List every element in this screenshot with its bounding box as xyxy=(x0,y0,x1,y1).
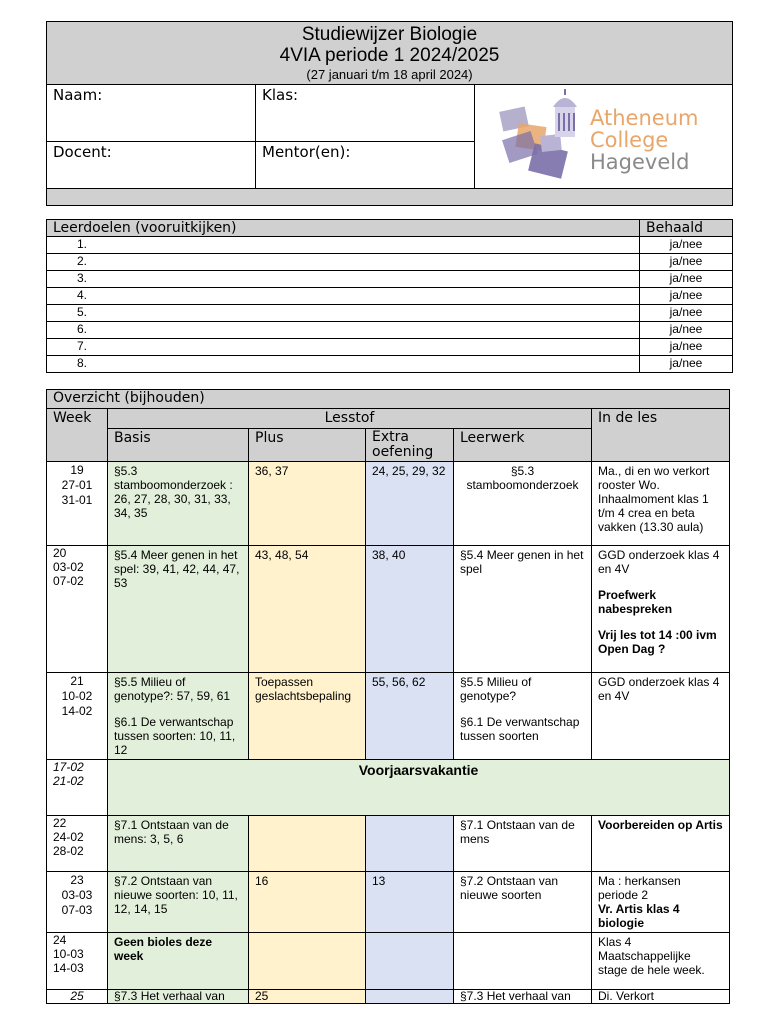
leerwerk-cell: §5.4 Meer genen in het spel xyxy=(454,546,592,673)
basis-text: §5.5 Milieu of genotype?: 57, 59, 61 xyxy=(114,675,231,703)
week-cell xyxy=(47,933,108,990)
table-row xyxy=(47,760,730,816)
extra-cell xyxy=(366,816,454,872)
leerwerk-text: §5.5 Milieu of genotype? xyxy=(460,675,532,703)
docent-field xyxy=(47,142,256,189)
overview-title: Overzicht (bijhouden) xyxy=(47,390,730,409)
leerwerk-cell: §7.2 Ontstaan van nieuwe soorten xyxy=(454,872,592,933)
logo-text-1: Atheneum xyxy=(590,106,699,130)
in-de-les-cell xyxy=(592,872,730,933)
in-de-les-cell: Klas 4 Maatschappelijke stage de hele week. xyxy=(592,933,730,990)
week-cell xyxy=(47,462,108,546)
week-number: 23 xyxy=(70,873,84,887)
goal-number: 5. xyxy=(47,305,640,322)
goal-number: 4. xyxy=(47,288,640,305)
col-lesstof-header: Lesstof xyxy=(108,409,592,429)
header-table xyxy=(46,21,733,206)
col-plus-header: Plus xyxy=(249,429,366,462)
basis-cell xyxy=(108,673,249,760)
header-bottom-bar xyxy=(47,189,733,206)
table-row xyxy=(47,546,730,673)
leerwerk-cell: §7.3 Het verhaal van xyxy=(454,990,592,1004)
week-number: 21 xyxy=(70,674,84,688)
plus-cell: 43, 48, 54 xyxy=(249,546,366,673)
extra-cell: 13 xyxy=(366,872,454,933)
basis-text: §6.1 De verwantschap tussen soorten: 10, 11, 12 xyxy=(114,715,236,757)
basis-cell: §7.2 Ontstaan van nieuwe soorten: 10, 11, 12, 14, 15 xyxy=(108,872,249,933)
plus-cell: Toepassen geslachtsbepaling xyxy=(249,673,366,760)
week-cell xyxy=(47,673,108,760)
plus-cell xyxy=(249,933,366,990)
week-from: 10-02 xyxy=(61,689,93,703)
week-number: 19 xyxy=(70,463,84,477)
table-row xyxy=(47,872,730,933)
plus-cell: 36, 37 xyxy=(249,462,366,546)
goal-number: 1. xyxy=(47,237,640,254)
week-to: 14-02 xyxy=(61,704,93,718)
leerwerk-text: §6.1 De verwantschap tussen soorten xyxy=(460,715,580,743)
naam-field xyxy=(47,85,256,142)
page-subtitle: 4VIA periode 1 2024/2025 xyxy=(279,45,500,66)
plus-cell: 25 xyxy=(249,990,366,1004)
goal-status: ja/nee xyxy=(640,305,733,322)
klas-field xyxy=(256,85,475,142)
logo-text-3: Hageveld xyxy=(590,150,690,174)
table-row xyxy=(47,462,730,546)
basis-cell: §7.1 Ontstaan van de mens: 3, 5, 6 xyxy=(108,816,249,872)
goal-status: ja/nee xyxy=(640,356,733,373)
table-row xyxy=(47,673,730,760)
goal-status: ja/nee xyxy=(640,271,733,288)
in-de-les-cell xyxy=(592,546,730,673)
week-cell xyxy=(47,816,108,872)
page-title: Studiewijzer Biologie xyxy=(301,24,478,45)
extra-cell: 38, 40 xyxy=(366,546,454,673)
week-to: 07-02 xyxy=(53,574,84,588)
les-note: GGD onderzoek klas 4 en 4V xyxy=(598,548,720,576)
leerwerk-cell xyxy=(454,673,592,760)
week-from: 03-02 xyxy=(53,560,84,574)
table-row xyxy=(47,816,730,872)
logo-text-2: College xyxy=(590,128,669,152)
klas-label: Klas: xyxy=(262,86,299,104)
table-row xyxy=(47,990,730,1004)
mentor-field xyxy=(256,142,475,189)
table-row xyxy=(47,933,730,990)
naam-label: Naam: xyxy=(53,86,103,104)
week-number: 22 xyxy=(53,816,67,830)
goal-status: ja/nee xyxy=(640,288,733,305)
goal-number: 3. xyxy=(47,271,640,288)
plus-cell: 16 xyxy=(249,872,366,933)
goal-status: ja/nee xyxy=(640,237,733,254)
goal-status: ja/nee xyxy=(640,322,733,339)
col-basis-header: Basis xyxy=(108,429,249,462)
basis-cell: §5.3 stamboomonderzoek : 26, 27, 28, 30, 31, 33, 34, 35 xyxy=(108,462,249,546)
week-cell xyxy=(47,872,108,933)
les-note: Vrij les tot 14 :00 ivm Open Dag ? xyxy=(598,628,717,656)
week-number: 25 xyxy=(47,990,108,1004)
basis-cell: §7.3 Het verhaal van xyxy=(108,990,249,1004)
leerwerk-cell: §5.3 stamboomonderzoek xyxy=(454,462,592,546)
in-de-les-cell: Di. Verkort xyxy=(592,990,730,1004)
week-from: 10-03 xyxy=(53,947,84,961)
les-note: Proefwerk nabespreken xyxy=(598,588,673,616)
school-logo xyxy=(475,85,733,189)
week-cell xyxy=(47,546,108,673)
period-dates: (27 januari t/m 18 april 2024) xyxy=(306,67,473,82)
les-note: Ma : herkansen periode 2 xyxy=(598,874,681,902)
in-de-les-cell: Voorbereiden op Artis xyxy=(592,816,730,872)
goal-number: 8. xyxy=(47,356,640,373)
leerwerk-cell: §7.1 Ontstaan van de mens xyxy=(454,816,592,872)
week-cell xyxy=(47,760,108,816)
week-to: 14-03 xyxy=(53,961,84,975)
leerwerk-cell xyxy=(454,933,592,990)
goals-header: Leerdoelen (vooruitkijken) xyxy=(47,220,640,237)
docent-label: Docent: xyxy=(53,143,112,162)
les-note: Vr. Artis klas 4 biologie xyxy=(598,902,680,930)
goals-table xyxy=(46,219,733,373)
week-to: 21-02 xyxy=(53,774,84,788)
week-from: 03-03 xyxy=(61,888,93,902)
col-extra-header: Extra oefening xyxy=(366,429,454,462)
extra-cell: 55, 56, 62 xyxy=(366,673,454,760)
extra-cell: 24, 25, 29, 32 xyxy=(366,462,454,546)
goal-number: 2. xyxy=(47,254,640,271)
overview-table xyxy=(46,389,730,1004)
week-from: 17-02 xyxy=(53,760,84,774)
week-number: 20 xyxy=(53,546,67,560)
basis-cell: §5.4 Meer genen in het spel: 39, 41, 42, 44, 47, 53 xyxy=(108,546,249,673)
week-number: 24 xyxy=(53,933,67,947)
week-to: 07-03 xyxy=(61,903,93,917)
school-logo-graphic xyxy=(475,85,731,183)
in-de-les-cell: Ma., di en wo verkort rooster Wo. Inhaalmoment klas 1 t/m 4 crea en beta vakken (13.30 aula) xyxy=(592,462,730,546)
goal-status: ja/nee xyxy=(640,339,733,356)
extra-cell xyxy=(366,990,454,1004)
goals-achieved-header: Behaald xyxy=(640,220,733,237)
extra-cell xyxy=(366,933,454,990)
col-in-de-les-header: In de les xyxy=(592,409,730,462)
mentor-label: Mentor(en): xyxy=(262,143,351,162)
basis-cell: Geen bioles deze week xyxy=(108,933,249,990)
week-from: 27-01 xyxy=(61,478,93,492)
goal-number: 7. xyxy=(47,339,640,356)
col-week-header: Week xyxy=(47,409,108,462)
goal-number: 6. xyxy=(47,322,640,339)
vacation-banner: Voorjaarsvakantie xyxy=(108,760,730,816)
goal-status: ja/nee xyxy=(640,254,733,271)
col-leerwerk-header: Leerwerk xyxy=(454,429,592,462)
plus-cell xyxy=(249,816,366,872)
week-to: 28-02 xyxy=(53,844,84,858)
title-block xyxy=(47,22,733,85)
week-to: 31-01 xyxy=(61,493,93,507)
week-from: 24-02 xyxy=(53,830,84,844)
in-de-les-cell: GGD onderzoek klas 4 en 4V xyxy=(592,673,730,760)
